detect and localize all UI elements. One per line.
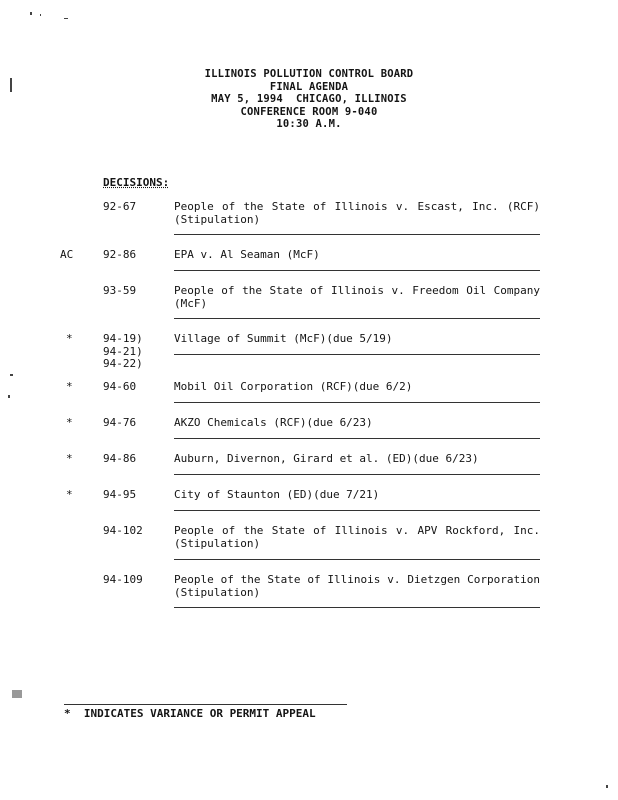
- header-board-name: ILLINOIS POLLUTION CONTROL BOARD: [204, 68, 414, 80]
- case-number: 94-19) 94-21) 94-22): [103, 332, 143, 370]
- scan-speck: [12, 690, 22, 698]
- variance-asterisk: *: [66, 452, 73, 465]
- scan-speck: [8, 395, 10, 398]
- case-number: 94-109: [103, 573, 143, 586]
- scan-speck: [10, 78, 12, 92]
- item-mark: AC: [60, 248, 74, 261]
- scan-speck: [10, 374, 13, 376]
- case-number: 94-102: [103, 524, 143, 537]
- scan-speck: [606, 785, 608, 788]
- signature-line: [174, 402, 540, 403]
- case-number: 92-86: [103, 248, 137, 261]
- case-description: People of the State of Illinois v. Freedom Oil Company (McF): [174, 284, 540, 310]
- signature-line: [174, 474, 540, 475]
- variance-asterisk: *: [66, 332, 73, 345]
- case-description: Village of Summit (McF)(due 5/19): [174, 332, 393, 345]
- header-date-location: MAY 5, 1994 CHICAGO, ILLINOIS: [211, 93, 407, 105]
- scan-speck: [64, 18, 68, 19]
- signature-line: [174, 234, 540, 235]
- scan-speck: [40, 14, 41, 16]
- case-number: 94-86: [103, 452, 137, 465]
- header-agenda-title: FINAL AGENDA: [269, 80, 349, 93]
- signature-line: [174, 354, 540, 355]
- variance-asterisk: *: [66, 380, 73, 393]
- case-number: 93-59: [103, 284, 137, 297]
- signature-line: [174, 438, 540, 439]
- case-number: 94-76: [103, 416, 137, 429]
- signature-line: [174, 559, 540, 560]
- signature-line: [174, 318, 540, 319]
- section-title-decisions: DECISIONS:: [103, 176, 170, 189]
- case-description: Auburn, Divernon, Girard et al. (ED)(due 6/23): [174, 452, 479, 465]
- case-description: City of Staunton (ED)(due 7/21): [174, 488, 380, 501]
- signature-line: [174, 510, 540, 511]
- case-number: 94-60: [103, 380, 137, 393]
- signature-line: [174, 607, 540, 608]
- footer-legend: * INDICATES VARIANCE OR PERMIT APPEAL: [64, 707, 316, 720]
- case-description: People of the State of Illinois v. Escast, Inc. (RCF) (Stipulation): [174, 200, 540, 226]
- footer-rule: [64, 704, 347, 705]
- header-room: CONFERENCE ROOM 9-040: [240, 105, 378, 118]
- signature-line: [174, 270, 540, 271]
- case-description: AKZO Chemicals (RCF)(due 6/23): [174, 416, 373, 429]
- variance-asterisk: *: [66, 416, 73, 429]
- agenda-header: [0, 68, 618, 131]
- case-number: 92-67: [103, 200, 137, 213]
- header-time: 10:30 A.M.: [276, 118, 342, 130]
- variance-asterisk: *: [66, 488, 73, 501]
- case-description: People of the State of Illinois v. APV Rockford, Inc. (Stipulation): [174, 524, 540, 550]
- case-number: 94-95: [103, 488, 137, 501]
- scan-speck: [30, 12, 32, 15]
- case-description: Mobil Oil Corporation (RCF)(due 6/2): [174, 380, 413, 393]
- case-description: EPA v. Al Seaman (McF): [174, 248, 320, 261]
- case-description: People of the State of Illinois v. Dietzgen Corporation (Stipulation): [174, 573, 540, 599]
